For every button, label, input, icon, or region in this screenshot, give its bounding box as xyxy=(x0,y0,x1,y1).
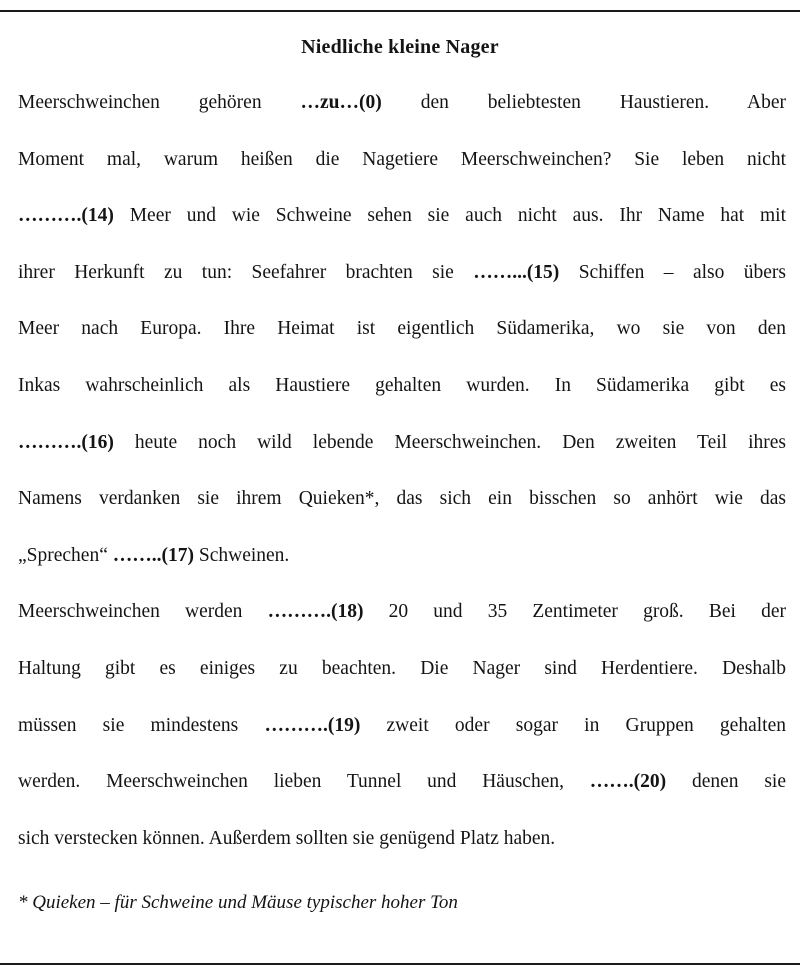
document-title: Niedliche kleine Nager xyxy=(301,36,499,58)
text-segment: 20 und 35 Zentimeter groß. Bei der xyxy=(363,601,786,623)
text-segment: Meerschweinchen werden xyxy=(18,601,268,623)
text-line xyxy=(18,828,786,850)
text-segment: den beliebtesten Haustieren. Aber xyxy=(381,92,787,113)
text-segment: zweit oder sogar in Gruppen gehalten xyxy=(360,714,786,736)
text-segment: Schweinen. xyxy=(194,544,290,566)
text-segment: Moment mal, warum heißen die Nagetiere Meerschweinchen? Sie leben nicht xyxy=(18,148,786,170)
text-segment: heute noch wild lebende Meerschweinchen. Den zweiten Teil ihres xyxy=(113,431,786,453)
gap-blank: ……..(17) xyxy=(112,544,194,566)
text-line xyxy=(18,318,786,340)
text-line xyxy=(18,601,786,623)
text-segment: Haltung gibt es einiges zu beachten. Die Nager sind Herdentiere. Deshalb xyxy=(18,658,786,679)
text-segment: müssen sie mindestens xyxy=(18,714,265,736)
text-line xyxy=(18,545,786,567)
text-segment: werden. Meerschweinchen lieben Tunnel und Häuschen, xyxy=(18,771,590,793)
text-line xyxy=(18,432,786,454)
text-line xyxy=(18,262,786,284)
gap-blank: ……...(15) xyxy=(473,261,560,283)
gap-blank: …….(20) xyxy=(589,771,667,793)
gap-blank: ……….(16) xyxy=(18,431,114,453)
gap-blank: …zu…(0) xyxy=(300,92,382,113)
text-line xyxy=(18,771,786,793)
text-segment: Meerschweinchen gehören xyxy=(18,92,301,113)
top-rule xyxy=(0,10,800,12)
gap-blank: ……….(14) xyxy=(18,205,114,227)
text-segment: denen sie xyxy=(666,771,786,793)
text-segment: ihrer Herkunft zu tun: Seefahrer brachten sie xyxy=(18,261,474,283)
text-segment: Meer und wie Schweine sehen sie auch nicht aus. Ihr Name hat mit xyxy=(113,205,786,227)
text-line xyxy=(18,92,786,114)
text-line xyxy=(18,658,786,680)
gap-blank: ……….(19) xyxy=(264,714,361,736)
text-segment: Meer nach Europa. Ihre Heimat ist eigentlich Südamerika, wo sie von den xyxy=(18,318,786,340)
bottom-rule xyxy=(0,963,800,965)
text-line xyxy=(18,488,786,510)
footnote: * Quieken – für Schweine und Mäuse typischer hoher Ton xyxy=(18,892,458,913)
text-line xyxy=(18,149,786,171)
text-segment: Schiffen – also übers xyxy=(559,261,786,283)
text-segment: Namens verdanken sie ihrem Quieken*, das sich ein bisschen so anhört wie das xyxy=(18,488,786,510)
text-segment: „Sprechen“ xyxy=(18,544,113,566)
text-line xyxy=(18,715,786,737)
text-line xyxy=(18,375,786,397)
text-segment: Inkas wahrscheinlich als Haustiere gehalten wurden. In Südamerika gibt es xyxy=(18,375,786,396)
text-segment: sich verstecken können. Außerdem sollten sie genügend Platz haben. xyxy=(18,827,556,849)
gap-blank: ……….(18) xyxy=(267,601,364,623)
text-line xyxy=(18,205,786,227)
